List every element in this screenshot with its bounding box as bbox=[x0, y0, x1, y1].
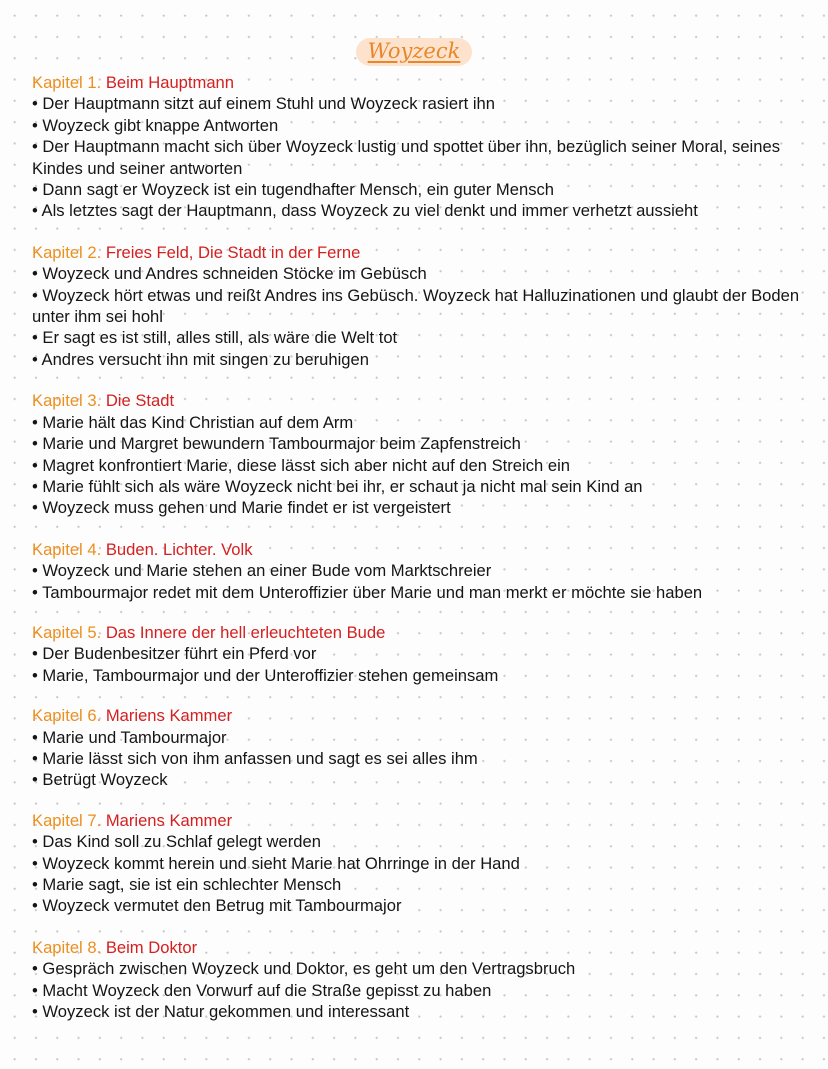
bullet-item bbox=[32, 958, 802, 979]
bullet-item bbox=[32, 980, 802, 1001]
bullet-text: Der Hauptmann macht sich über Woyzeck lustig und spottet über ihn, bezüglich seiner Moral, seines Kindes und seiner antworten bbox=[32, 137, 780, 178]
bullet-item bbox=[32, 285, 802, 328]
bullet-text: Woyzeck ist der Natur gekommen und interessant bbox=[42, 1002, 410, 1022]
chapter-title: Freies Feld, Die Stadt in der Ferne bbox=[105, 242, 361, 262]
bullet-icon: • bbox=[32, 959, 43, 979]
page-title: Woyzeck bbox=[356, 38, 473, 66]
bullet-icon: • bbox=[32, 137, 43, 157]
bullet-text: Marie, Tambourmajor und der Unteroffizier stehen gemeinsam bbox=[42, 665, 499, 685]
chapter-section bbox=[32, 390, 802, 518]
bullet-item bbox=[32, 327, 802, 348]
bullet-text: Als letztes sagt der Hauptmann, dass Woyzeck zu viel denkt und immer verhetzt aussieht bbox=[41, 201, 698, 221]
bullet-text: Macht Woyzeck den Vorwurf auf die Straße gepisst zu haben bbox=[42, 980, 492, 1000]
bullet-icon: • bbox=[32, 115, 43, 135]
bullet-item bbox=[32, 476, 802, 497]
chapter-section bbox=[32, 810, 802, 917]
chapter-title: Das Innere der hell erleuchteten Bude bbox=[105, 622, 386, 642]
bullet-icon: • bbox=[32, 264, 43, 284]
bullet-icon: • bbox=[32, 727, 43, 747]
bullet-text: Andres versucht ihn mit singen zu beruhigen bbox=[41, 349, 369, 369]
bullet-icon: • bbox=[32, 201, 42, 221]
bullet-item bbox=[32, 433, 802, 454]
bullet-icon: • bbox=[32, 476, 43, 496]
bullet-text: Woyzeck muss gehen und Marie findet er ist vergeistert bbox=[42, 498, 451, 518]
bullet-text: Woyzeck und Andres schneiden Stöcke im Gebüsch bbox=[42, 264, 427, 284]
bullet-icon: • bbox=[32, 412, 43, 432]
bullet-icon: • bbox=[32, 349, 42, 369]
bullet-item bbox=[32, 200, 802, 221]
chapter-heading bbox=[32, 539, 802, 560]
chapter-number: Kapitel 4. bbox=[32, 539, 102, 559]
bullet-text: Er sagt es ist still, alles still, als wäre die Welt tot bbox=[42, 328, 398, 348]
bullet-item bbox=[32, 643, 802, 664]
bullet-item bbox=[32, 497, 802, 518]
chapter-title: Die Stadt bbox=[105, 391, 175, 411]
bullet-text: Woyzeck gibt knappe Antworten bbox=[42, 115, 279, 135]
chapter-number: Kapitel 1. bbox=[32, 73, 102, 92]
chapter-section bbox=[32, 622, 802, 686]
bullet-text: Woyzeck hört etwas und reißt Andres ins Gebüsch. Woyzeck hat Halluzinationen und glaubt der Boden unter ihm sei hohl bbox=[32, 285, 800, 327]
bullet-item bbox=[32, 263, 802, 284]
bullet-text: Betrügt Woyzeck bbox=[42, 770, 168, 790]
chapter-heading bbox=[32, 810, 802, 831]
bullet-item bbox=[32, 874, 802, 895]
bullet-text: Tambourmajor redet mit dem Unteroffizier über Marie und man merkt er möchte sie haben bbox=[42, 582, 703, 602]
bullet-item bbox=[32, 727, 802, 748]
bullet-item bbox=[32, 560, 802, 581]
bullet-icon: • bbox=[32, 896, 43, 916]
bullet-icon: • bbox=[32, 328, 43, 348]
bullet-item bbox=[32, 895, 802, 916]
bullet-item bbox=[32, 769, 802, 790]
bullet-item bbox=[32, 179, 802, 200]
bullet-text: Woyzeck und Marie stehen an einer Bude vom Marktschreier bbox=[42, 561, 492, 581]
bullet-icon: • bbox=[32, 644, 43, 664]
chapter-heading bbox=[32, 937, 802, 958]
bullet-item bbox=[32, 665, 802, 686]
chapter-section bbox=[32, 539, 802, 603]
chapter-heading bbox=[32, 705, 802, 726]
bullet-text: Gespräch zwischen Woyzeck und Doktor, es geht um den Vertragsbruch bbox=[42, 959, 576, 979]
bullet-item bbox=[32, 115, 802, 136]
bullet-icon: • bbox=[32, 180, 43, 200]
chapter-section bbox=[32, 937, 802, 1023]
bullet-icon: • bbox=[32, 875, 43, 894]
bullet-item bbox=[32, 349, 802, 370]
bullet-text: Das Kind soll zu Schlaf gelegt werden bbox=[42, 832, 321, 852]
bullet-text: Marie fühlt sich als wäre Woyzeck nicht bei ihr, er schaut ja nicht mal sein Kind an bbox=[42, 476, 643, 496]
chapter-title: Beim Doktor bbox=[105, 937, 198, 957]
bullet-text: Marie hält das Kind Christian auf dem Arm bbox=[42, 412, 354, 432]
bullet-item bbox=[32, 455, 802, 476]
chapter-title: Mariens Kammer bbox=[105, 810, 233, 830]
bullet-icon: • bbox=[32, 285, 43, 305]
bullet-icon: • bbox=[32, 832, 43, 852]
chapter-title: Buden. Lichter. Volk bbox=[105, 539, 253, 559]
chapter-heading bbox=[32, 72, 802, 93]
chapter-heading bbox=[32, 622, 802, 643]
chapter-section bbox=[32, 72, 802, 222]
bullet-item bbox=[32, 93, 802, 114]
bullet-icon: • bbox=[32, 582, 43, 602]
chapter-title: Beim Hauptmann bbox=[105, 73, 235, 92]
bullet-item bbox=[32, 1001, 802, 1022]
bullet-text: Der Budenbesitzer führt ein Pferd vor bbox=[42, 644, 317, 664]
chapter-number: Kapitel 5. bbox=[32, 622, 102, 642]
bullet-item bbox=[32, 412, 802, 433]
bullet-icon: • bbox=[32, 94, 43, 114]
title-container bbox=[0, 38, 828, 66]
bullet-item bbox=[32, 831, 802, 852]
chapter-number: Kapitel 6. bbox=[32, 706, 102, 726]
bullet-text: Marie und Margret bewundern Tambourmajor beim Zapfenstreich bbox=[42, 434, 521, 454]
bullet-icon: • bbox=[32, 980, 43, 1000]
chapter-number: Kapitel 7. bbox=[32, 810, 102, 830]
notes-content bbox=[32, 72, 802, 1042]
bullet-icon: • bbox=[32, 434, 43, 454]
chapter-heading bbox=[32, 390, 802, 411]
bullet-icon: • bbox=[32, 770, 43, 790]
chapter-section bbox=[32, 705, 802, 791]
chapter-number: Kapitel 3. bbox=[32, 391, 102, 411]
bullet-item bbox=[32, 136, 802, 179]
bullet-item bbox=[32, 853, 802, 874]
bullet-icon: • bbox=[32, 665, 43, 685]
bullet-text: Magret konfrontiert Marie, diese lässt sich aber nicht auf den Streich ein bbox=[42, 455, 570, 475]
bullet-text: Der Hauptmann sitzt auf einem Stuhl und Woyzeck rasiert ihn bbox=[42, 94, 495, 114]
bullet-icon: • bbox=[32, 498, 43, 518]
chapter-title: Mariens Kammer bbox=[105, 706, 233, 726]
bullet-text: Woyzeck vermutet den Betrug mit Tambourmajor bbox=[42, 896, 402, 916]
chapter-heading bbox=[32, 242, 802, 263]
bullet-icon: • bbox=[32, 455, 43, 475]
chapter-number: Kapitel 8. bbox=[32, 937, 102, 957]
bullet-text: Marie lässt sich von ihm anfassen und sagt es sei alles ihm bbox=[42, 748, 478, 768]
bullet-icon: • bbox=[32, 561, 43, 581]
bullet-text: Dann sagt er Woyzeck ist ein tugendhafter Mensch, ein guter Mensch bbox=[42, 180, 555, 200]
bullet-text: Woyzeck kommt herein und sieht Marie hat Ohrringe in der Hand bbox=[42, 853, 520, 873]
bullet-item bbox=[32, 582, 802, 603]
bullet-icon: • bbox=[32, 853, 43, 873]
bullet-icon: • bbox=[32, 748, 43, 768]
chapter-section bbox=[32, 242, 802, 370]
bullet-text: Marie und Tambourmajor bbox=[42, 727, 227, 747]
chapter-number: Kapitel 2. bbox=[32, 242, 102, 262]
bullet-text: Marie sagt, sie ist ein schlechter Mensch bbox=[42, 875, 342, 894]
bullet-item bbox=[32, 748, 802, 769]
bullet-icon: • bbox=[32, 1002, 43, 1022]
